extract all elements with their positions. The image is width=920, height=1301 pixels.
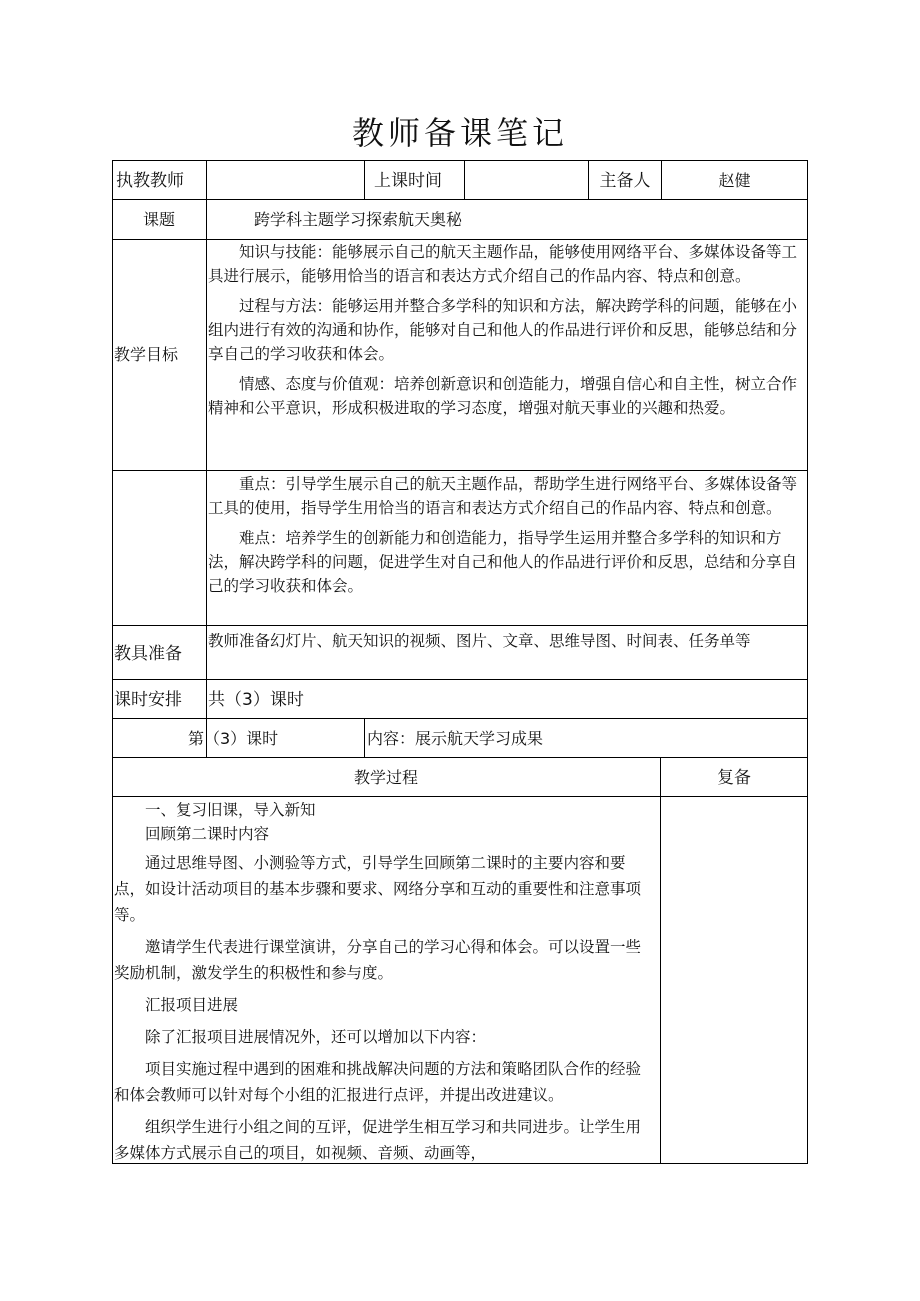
planner-value: 赵健 bbox=[718, 171, 751, 190]
lesson-plan-table bbox=[112, 160, 808, 1164]
process-content bbox=[114, 798, 656, 1166]
process-report-heading: 汇报项目进展 bbox=[145, 996, 239, 1014]
process-challenges: 项目实施过程中遇到的困难和挑战解决问题的方法和策略团队合作的经验和体会教师可以针对每个小组的汇报进行点评，并提出改进建议。 bbox=[114, 1060, 642, 1104]
topic-label: 课题 bbox=[142, 210, 175, 229]
class-time-label: 上课时间 bbox=[374, 171, 442, 191]
page-title: 教师备课笔记 bbox=[351, 114, 568, 152]
objectives-content bbox=[208, 240, 804, 426]
process-header: 教学过程 bbox=[353, 768, 418, 787]
process-report-extra: 除了汇报项目进展情况外，还可以增加以下内容： bbox=[145, 1028, 487, 1046]
lesson-content: 内容：展示航天学习成果 bbox=[367, 729, 544, 748]
process-mindmap: 通过思维导图、小测验等方式，引导学生回顾第二课时的主要内容和要点，如设计活动项目的基本步骤和要求、网络分享和互动的重要性和注意事项等。 bbox=[114, 854, 642, 924]
objective-emotion: 情感、态度与价值观：培养创新意识和创造能力，增强自信心和自主性，树立合作精神和公平意识，形成积极进取的学习态度，增强对航天事业的兴趣和热爱。 bbox=[208, 375, 798, 417]
review-header: 复备 bbox=[717, 768, 751, 788]
objectives-label: 教学目标 bbox=[114, 345, 179, 364]
topic-value: 跨学科主题学习探索航天奥秘 bbox=[254, 210, 463, 229]
key-points-content bbox=[208, 472, 804, 604]
materials-label: 教具准备 bbox=[114, 644, 182, 664]
process-speech: 邀请学生代表进行课堂演讲，分享自己的学习心得和体会。可以设置一些奖励机制，激发学生的积极性和参与度。 bbox=[114, 938, 642, 982]
process-recall: 回顾第二课时内容 bbox=[145, 825, 270, 843]
process-peer-review: 组织学生进行小组之间的互评，促进学生相互学习和共同进步。让学生用多媒体方式展示自己的项目，如视频、音频、动画等， bbox=[114, 1118, 642, 1162]
planner-label: 主备人 bbox=[599, 171, 651, 191]
objective-knowledge: 知识与技能：能够展示自己的航天主题作品，能够使用网络平台、多媒体设备等工具进行展示，能够用恰当的语言和表达方式介绍自己的作品内容、特点和创意。 bbox=[208, 243, 798, 285]
schedule-label: 课时安排 bbox=[114, 690, 182, 710]
teacher-label: 执教教师 bbox=[116, 171, 184, 191]
objective-process: 过程与方法：能够运用并整合多学科的知识和方法，解决跨学科的问题，能够在小组内进行有效的沟通和协作，能够对自己和他人的作品进行评价和反思，能够总结和分享自己的学习收获和体会。 bbox=[208, 297, 798, 363]
schedule-value: 共（3）课时 bbox=[208, 690, 304, 710]
difficult-point: 难点：培养学生的创新能力和创造能力，指导学生运用并整合多学科的知识和方法，解决跨学科的问题，促进学生对自己和他人的作品进行评价和反思，总结和分享自己的学习收获和体会。 bbox=[208, 529, 798, 595]
materials-value: 教师准备幻灯片、航天知识的视频、图片、文章、思维导图、时间表、任务单等 bbox=[208, 632, 751, 650]
lesson-number: 第（3）课时 bbox=[188, 729, 279, 748]
process-step-review: 一、复习旧课，导入新知 bbox=[145, 801, 316, 819]
key-point: 重点：引导学生展示自己的航天主题作品，帮助学生进行网络平台、多媒体设备等工具的使用，指导学生用恰当的语言和表达方式介绍自己的作品内容、特点和创意。 bbox=[208, 475, 798, 517]
